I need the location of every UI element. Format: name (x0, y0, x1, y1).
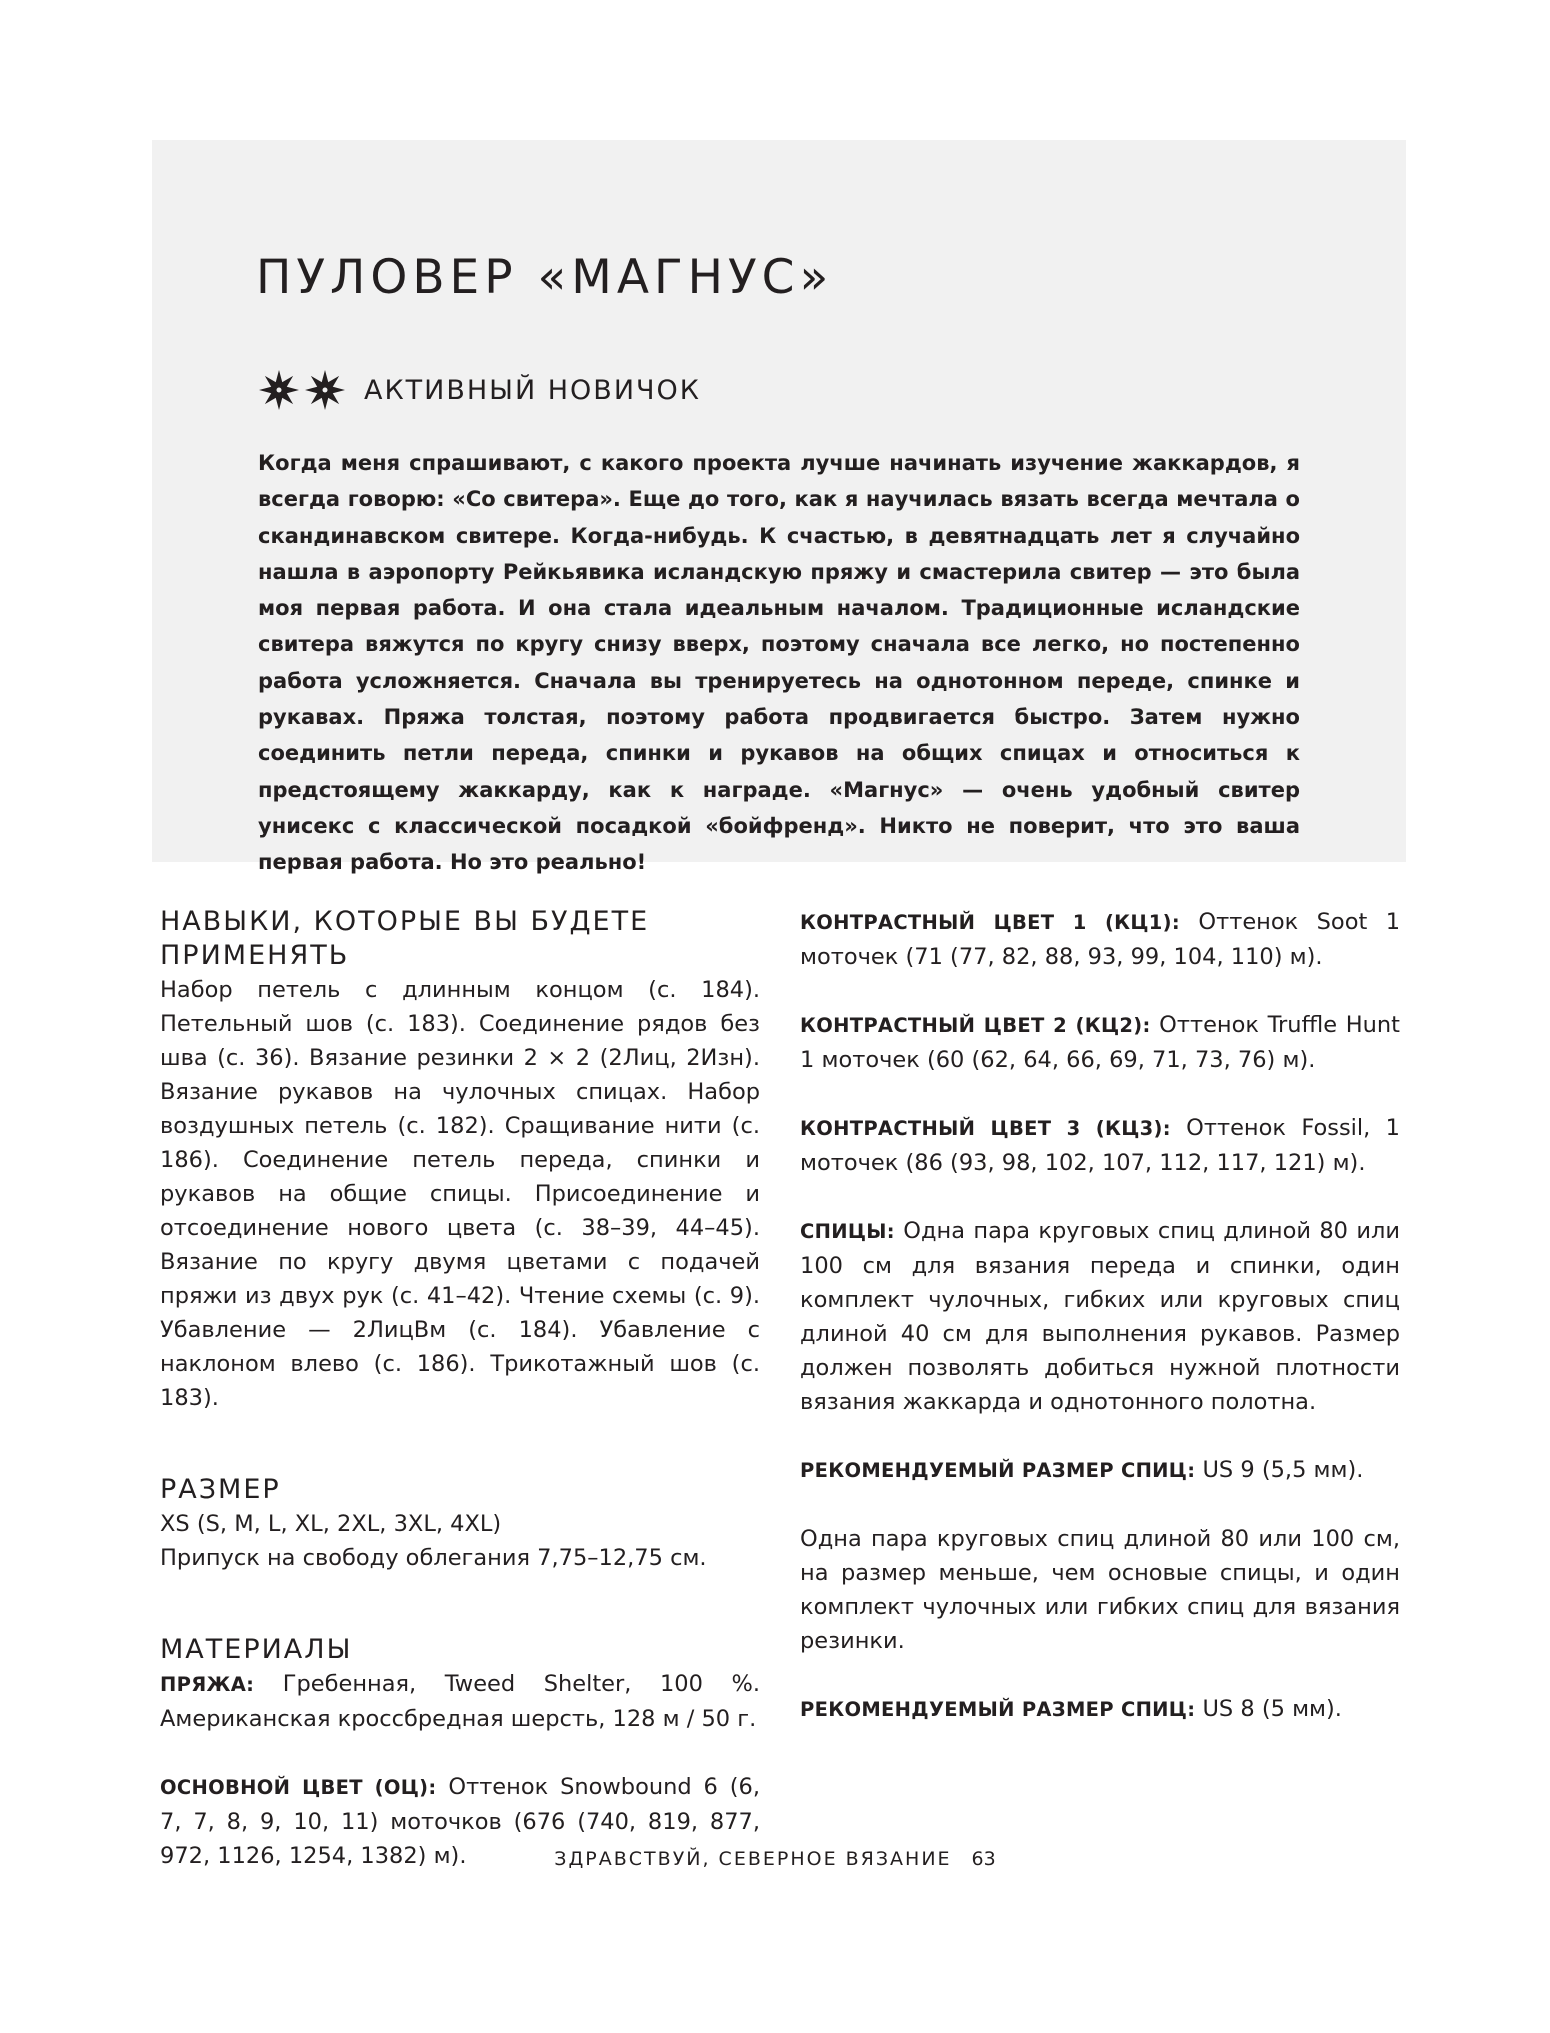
difficulty-label: АКТИВНЫЙ НОВИЧОК (364, 374, 701, 406)
rec-size-label-2: РЕКОМЕНДУЕМЫЙ РАЗМЕР СПИЦ: (800, 1698, 1196, 1721)
rec-size-label-1: РЕКОМЕНДУЕМЫЙ РАЗМЕР СПИЦ: (800, 1459, 1196, 1482)
size-ease: Припуск на свободу облегания 7,75–12,75 см. (160, 1545, 707, 1571)
skills-heading: НАВЫКИ, КОТОРЫЕ ВЫ БУДЕТЕ ПРИМЕНЯТЬ (160, 906, 650, 971)
needles-text: Одна пара круговых спиц длиной 80 или 100 см для вязания переда и спинки, один комплект чулочных, гибких или круговых спиц длиной 40 см для выполнения рукавов. Размер должен позволять добиться нужной плотности вязания жаккарда и однотонного полотна. (800, 1218, 1400, 1415)
footer-book-title: ЗДРАВСТВУЙ, СЕВЕРНОЕ ВЯЗАНИЕ (554, 1848, 952, 1870)
intro-paragraph: Когда меня спрашивают, с какого проекта лучше начинать изучение жаккардов, я всегда говорю: «Со свитера». Еще до того, как я научилась вязать всегда мечтала о скандинавском свитере. Когда-нибудь. К счастью, в девятнадцать лет я случайно нашла в аэропорту Рейкьявика исландскую пряжу и смастерила свитер — это была моя первая работа. И она стала идеальным началом. Традиционные исландские свитера вяжутся по кругу снизу вверх, поэтому сначала все легко, но постепенно работа усложняется. Сначала вы тренируетесь на однотонном переде, спинке и рукавах. Пряжа толстая, поэтому работа продвигается быстро. Затем нужно соединить петли переда, спинки и рукавов на общих спицах и относиться к предстоящему жаккарду, как к награде. «Магнус» — очень удобный свитер унисекс с классической посадкой «бойфренд». Никто не поверит, что это ваша первая работа. Но это реально! (258, 451, 1300, 875)
size-list: XS (S, M, L, XL, 2XL, 3XL, 4XL) (160, 1511, 502, 1537)
cc3-text: Оттенок Fossil, 1 моточек (86 (93, 98, 102, 107, 112, 117, 121) м). (800, 1115, 1400, 1176)
cc2-label: КОНТРАСТНЫЙ ЦВЕТ 2 (КЦ2): (800, 1014, 1151, 1037)
needles-label: СПИЦЫ: (800, 1220, 895, 1243)
rec-size-text-2: US 8 (5 мм). (1202, 1696, 1342, 1722)
cc2-paragraph (800, 1008, 1400, 1077)
cc1-paragraph (800, 905, 1400, 974)
cc3-label: КОНТРАСТНЫЙ ЦВЕТ 3 (КЦ3): (800, 1117, 1171, 1140)
cc1-label: КОНТРАСТНЫЙ ЦВЕТ 1 (КЦ1): (800, 911, 1180, 934)
rec-size-paragraph-2 (800, 1692, 1400, 1727)
yarn-text: Гребенная, Tweed Shelter, 100 %. Американская кроссбредная шерсть, 128 м / 50 г. (160, 1671, 761, 1732)
page-title: ПУЛОВЕР «МАГНУС» (256, 250, 834, 305)
size-section (160, 1473, 760, 1575)
yarn-label: ПРЯЖА: (160, 1673, 255, 1696)
difficulty-level (258, 366, 701, 414)
ribbing-needles-paragraph: Одна пара круговых спиц длиной 80 или 100 см, на размер меньше, чем основые спицы, и один комплект чулочных или гибких спиц для вязания резинки. (800, 1526, 1400, 1654)
rec-size-paragraph-1 (800, 1453, 1400, 1488)
materials-section (160, 1633, 760, 1873)
page-number: 63 (971, 1848, 996, 1870)
snowflake-icon (304, 369, 346, 411)
main-color-label: ОСНОВНОЙ ЦВЕТ (ОЦ): (160, 1776, 437, 1799)
skills-text: Набор петель с длинным концом (с. 184). Петельный шов (с. 183). Соединение рядов без шва (с. 36). Вязание резинки 2 × 2 (2Лиц, 2Изн). Вязание рукавов на чулочных спицах. Набор воздушных петель (с. 182). Сращивание нити (с. 186). Соединение петель переда, спинки и рукавов на общие спицы. Присоединение и отсоединение нового цвета (с. 38–39, 44–45). Вязание по кругу двумя цветами с подачей пряжи из двух рук (с. 41–42). Чтение схемы (с. 9). Убавление — 2ЛицВм (с. 184). Убавление с наклоном влево (с. 186). Трикотажный шов (с. 183). (160, 977, 760, 1411)
size-heading: РАЗМЕР (160, 1474, 281, 1505)
skills-section (160, 905, 760, 1415)
snowflake-icon (258, 369, 300, 411)
main-color-text: Оттенок Snowbound 6 (6, 7, 7, 8, 9, 10, 11) моточков (676 (740, 819, 877, 972, 1126, 1254, 1382) м). (160, 1774, 760, 1869)
yarn-paragraph (160, 1667, 760, 1736)
cc2-text: Оттенок Truffle Hunt 1 моточек (60 (62, 64, 66, 69, 71, 73, 76) м). (800, 1012, 1400, 1073)
cc3-paragraph (800, 1111, 1400, 1180)
materials-heading: МАТЕРИАЛЫ (160, 1634, 353, 1665)
rec-size-text-1: US 9 (5,5 мм). (1202, 1457, 1364, 1483)
page-footer (0, 1848, 1550, 1870)
right-column (800, 905, 1400, 1761)
cc1-text: Оттенок Soot 1 моточек (71 (77, 82, 88, 93, 99, 104, 110) м). (800, 909, 1401, 970)
needles-paragraph (800, 1214, 1400, 1419)
left-column (160, 905, 760, 1931)
